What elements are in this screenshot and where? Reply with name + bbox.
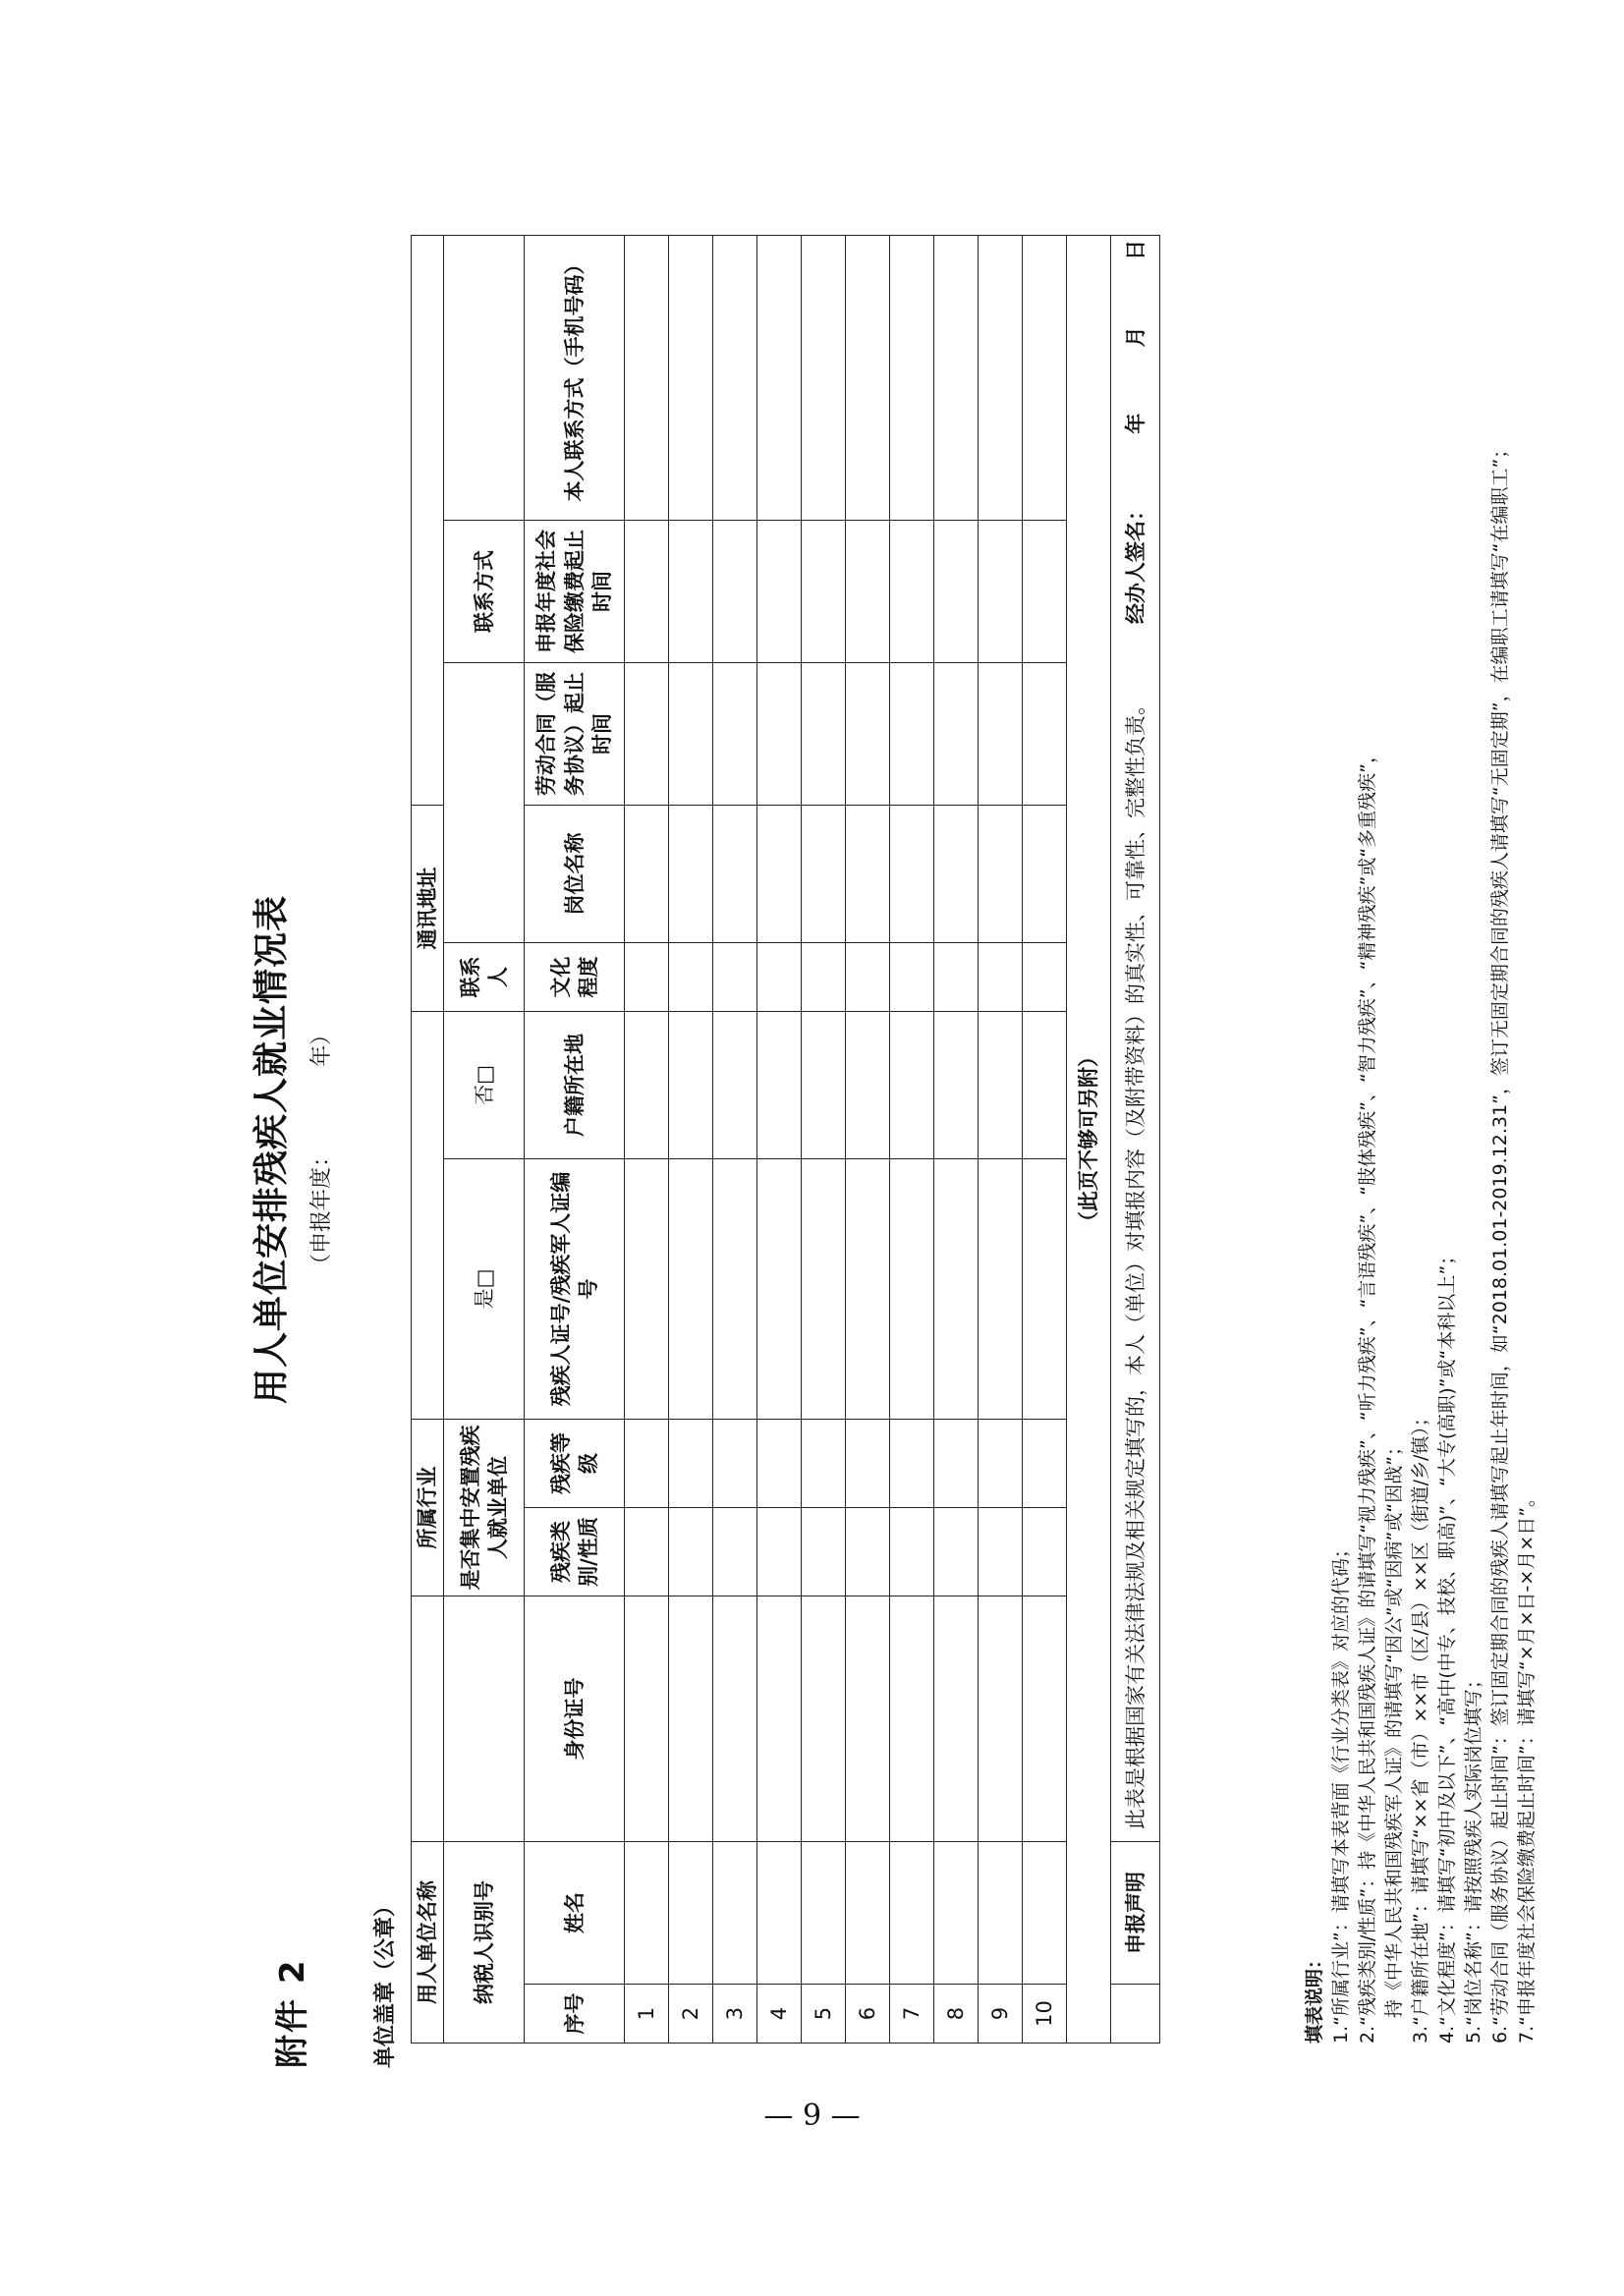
type-cell[interactable] — [625, 1508, 669, 1596]
name-cell[interactable] — [757, 1842, 802, 1985]
position-cell[interactable] — [934, 806, 979, 943]
level-cell[interactable] — [890, 1420, 934, 1508]
tax-row — [444, 236, 525, 2044]
type-cell[interactable] — [890, 1508, 934, 1596]
cert-cell[interactable] — [757, 1159, 802, 1420]
row-number: 1 — [625, 1985, 669, 2044]
contract-cell[interactable] — [1023, 663, 1067, 806]
form-subtitle — [305, 226, 335, 2073]
contact-method-label: 联系方式 — [444, 521, 525, 663]
type-cell[interactable] — [802, 1508, 846, 1596]
col-cert-number: 残疾人证号/残疾军人证编号 — [525, 1159, 625, 1420]
note-item: 2.“残疾类别/性质”：持《中华人民共和国残疾人证》的请填写“视力残疾”、“听力残疾”、“言语残疾”、“肢体残疾”、“智力残疾”、“精神残疾”或“多重残疾”， — [1357, 744, 1378, 2044]
industry-cell[interactable] — [412, 1012, 444, 1420]
household-cell[interactable] — [890, 1012, 934, 1159]
declaration-label: 申报声明 — [1111, 1842, 1160, 1985]
contact-method-cell[interactable] — [444, 236, 525, 521]
type-cell[interactable] — [1023, 1508, 1067, 1596]
name-cell[interactable] — [934, 1842, 979, 1985]
phone-cell[interactable] — [802, 236, 846, 521]
insurance-cell[interactable] — [1023, 521, 1067, 663]
declaration-text: 此表是根据国家有关法律法规及相关规定填写的，本人（单位）对填报内容（及附带资料）的真实性、可靠性、完整性负责。 — [1123, 695, 1148, 1829]
education-cell[interactable] — [757, 943, 802, 1012]
note-item: 6.“劳动合同（服务协议）起止时间”：签订固定期合同的残疾人请填写起止年时间，如“2018.01.01-2019.12.31”，签订无固定期合同的残疾人请填写“无固定期”，在编职工请填写“在编职工”； — [1489, 439, 1511, 2044]
type-cell[interactable] — [713, 1508, 757, 1596]
type-cell[interactable] — [757, 1508, 802, 1596]
signer-label: 经办人签名： — [1123, 499, 1148, 624]
contract-cell[interactable] — [669, 663, 713, 806]
col-household: 户籍所在地 — [525, 1012, 625, 1159]
cert-cell[interactable] — [934, 1159, 979, 1420]
education-cell[interactable] — [625, 943, 669, 1012]
table-row — [890, 236, 934, 2044]
type-cell[interactable] — [934, 1508, 979, 1596]
contract-cell[interactable] — [890, 663, 934, 806]
note-item: 持《中华人民共和国残疾军人证》的请填写“因公”或“因病”或“因战”； — [1383, 1436, 1405, 2018]
row-number: 10 — [1023, 1985, 1067, 2044]
declaration-spacer — [1111, 1985, 1160, 2044]
declaration-cell — [1111, 236, 1160, 1842]
row-number: 5 — [802, 1985, 846, 2044]
level-cell[interactable] — [669, 1420, 713, 1508]
rotated-page-content — [236, 226, 1538, 2073]
row-number: 8 — [934, 1985, 979, 2044]
attachment-label: 附件 2 — [273, 1958, 312, 2068]
cert-cell[interactable] — [1023, 1159, 1067, 1420]
col-education: 文化程度 — [525, 943, 625, 1012]
id-cell[interactable] — [934, 1596, 979, 1842]
education-cell[interactable] — [669, 943, 713, 1012]
level-cell[interactable] — [802, 1420, 846, 1508]
id-cell[interactable] — [757, 1596, 802, 1842]
phone-cell[interactable] — [625, 236, 669, 521]
id-cell[interactable] — [625, 1596, 669, 1842]
row-number: 2 — [669, 1985, 713, 2044]
industry-label: 所属行业 — [412, 1420, 444, 1596]
name-cell[interactable] — [669, 1842, 713, 1985]
contract-cell[interactable] — [625, 663, 669, 806]
notes-heading: 填表说明： — [1304, 1949, 1325, 2044]
household-cell[interactable] — [934, 1012, 979, 1159]
position-cell[interactable] — [846, 806, 890, 943]
education-cell[interactable] — [934, 943, 979, 1012]
name-cell[interactable] — [713, 1842, 757, 1985]
insurance-cell[interactable] — [890, 521, 934, 663]
col-contract-period: 劳动合同（服务协议）起止时间 — [525, 663, 625, 806]
type-cell[interactable] — [846, 1508, 890, 1596]
education-cell[interactable] — [890, 943, 934, 1012]
col-name: 姓名 — [525, 1842, 625, 1985]
phone-cell[interactable] — [890, 236, 934, 521]
row-number: 6 — [846, 1985, 890, 2044]
table-row — [846, 236, 890, 2044]
contract-cell[interactable] — [846, 663, 890, 806]
signature-area[interactable] — [1122, 240, 1149, 624]
cert-cell[interactable] — [802, 1159, 846, 1420]
yes-option: 是□ — [472, 1268, 496, 1310]
id-cell[interactable] — [846, 1596, 890, 1842]
col-phone: 本人联系方式（手机号码） — [525, 236, 625, 521]
type-cell[interactable] — [669, 1508, 713, 1596]
col-disability-type: 残疾类别/性质 — [525, 1508, 625, 1596]
position-cell[interactable] — [713, 806, 757, 943]
id-cell[interactable] — [669, 1596, 713, 1842]
position-cell[interactable] — [802, 806, 846, 943]
table-row — [934, 236, 979, 2044]
col-disability-level: 残疾等级 — [525, 1420, 625, 1508]
note-item: 4.“文化程度”：请填写“初中及以下”、“高中(中专、技校、职高)”、“大专(高职)”或“本科以上”； — [1436, 1246, 1458, 2044]
phone-cell[interactable] — [846, 236, 890, 521]
name-cell[interactable] — [1023, 1842, 1067, 1985]
overflow-row — [1067, 236, 1111, 2044]
cert-cell[interactable] — [979, 1159, 1023, 1420]
subtitle-prefix: （申报年度： — [309, 1146, 334, 1276]
name-cell[interactable] — [890, 1842, 934, 1985]
position-cell[interactable] — [757, 806, 802, 943]
concentrated-yes-checkbox[interactable] — [444, 1159, 525, 1420]
contract-cell[interactable] — [757, 663, 802, 806]
address-cell[interactable] — [412, 236, 444, 806]
insurance-cell[interactable] — [979, 521, 1023, 663]
row-number: 9 — [979, 1985, 1023, 2044]
phone-cell[interactable] — [713, 236, 757, 521]
concentrated-no-checkbox[interactable] — [444, 1012, 525, 1159]
education-cell[interactable] — [846, 943, 890, 1012]
subtitle-suffix: 年） — [309, 1023, 334, 1067]
insurance-cell[interactable] — [669, 521, 713, 663]
col-id-number: 身份证号 — [525, 1596, 625, 1842]
education-cell[interactable] — [979, 943, 1023, 1012]
table-row — [669, 236, 713, 2044]
row-number: 3 — [713, 1985, 757, 2044]
sign-day: 日 — [1123, 240, 1148, 260]
cert-cell[interactable] — [669, 1159, 713, 1420]
household-cell[interactable] — [713, 1012, 757, 1159]
table-row — [757, 236, 802, 2044]
contract-cell[interactable] — [802, 663, 846, 806]
level-cell[interactable] — [713, 1420, 757, 1508]
household-cell[interactable] — [669, 1012, 713, 1159]
declaration-row — [1111, 236, 1160, 2044]
sign-month: 月 — [1123, 326, 1148, 348]
household-cell[interactable] — [757, 1012, 802, 1159]
address-label: 通讯地址 — [412, 806, 444, 1012]
name-cell[interactable] — [802, 1842, 846, 1985]
col-insurance-period: 申报年度社会保险缴费起止时间 — [525, 521, 625, 663]
position-cell[interactable] — [1023, 806, 1067, 943]
id-cell[interactable] — [1023, 1596, 1067, 1842]
position-cell[interactable] — [979, 806, 1023, 943]
overflow-note: （此页不够可另附） — [1067, 236, 1111, 2044]
concentrated-label: 是否集中安置残疾人就业单位 — [444, 1420, 525, 1596]
tax-id-label: 纳税人识别号 — [444, 1842, 525, 2044]
note-item: 3.“户籍所在地”：请填写“××省（市）××市（区/县）××区（街道/乡/镇）； — [1410, 1408, 1431, 2044]
contract-cell[interactable] — [713, 663, 757, 806]
cert-cell[interactable] — [846, 1159, 890, 1420]
level-cell[interactable] — [846, 1420, 890, 1508]
household-cell[interactable] — [846, 1012, 890, 1159]
position-cell[interactable] — [890, 806, 934, 943]
household-cell[interactable] — [979, 1012, 1023, 1159]
table-row — [625, 236, 669, 2044]
household-cell[interactable] — [625, 1012, 669, 1159]
id-cell[interactable] — [713, 1596, 757, 1842]
insurance-cell[interactable] — [757, 521, 802, 663]
phone-cell[interactable] — [757, 236, 802, 521]
phone-cell[interactable] — [979, 236, 1023, 521]
phone-cell[interactable] — [934, 236, 979, 521]
no-option: 否□ — [472, 1065, 496, 1105]
phone-cell[interactable] — [669, 236, 713, 521]
tax-id-cell[interactable] — [444, 1596, 525, 1842]
note-item: 1.“所属行业”：请填写本表背面《行业分类表》对应的代码； — [1330, 1540, 1352, 2044]
education-cell[interactable] — [1023, 943, 1067, 1012]
position-cell[interactable] — [669, 806, 713, 943]
name-cell[interactable] — [625, 1842, 669, 1985]
id-cell[interactable] — [890, 1596, 934, 1842]
type-cell[interactable] — [979, 1508, 1023, 1596]
col-position: 岗位名称 — [525, 806, 625, 943]
insurance-cell[interactable] — [846, 521, 890, 663]
stamp-label: 单位盖章（公章） — [373, 1894, 398, 2068]
form-title: 用人单位安排残疾人就业情况表 — [252, 895, 292, 1405]
education-cell[interactable] — [713, 943, 757, 1012]
contract-cell[interactable] — [979, 663, 1023, 806]
contact-person-cell[interactable] — [444, 663, 525, 943]
household-cell[interactable] — [802, 1012, 846, 1159]
row-number: 7 — [890, 1985, 934, 2044]
name-cell[interactable] — [846, 1842, 890, 1985]
id-cell[interactable] — [979, 1596, 1023, 1842]
cert-cell[interactable] — [625, 1159, 669, 1420]
table-row — [979, 236, 1023, 2044]
insurance-cell[interactable] — [934, 521, 979, 663]
contract-cell[interactable] — [934, 663, 979, 806]
page-number: — 9 — — [763, 2099, 861, 2133]
unit-name-cell[interactable] — [412, 1596, 444, 1842]
filling-notes — [1302, 236, 1540, 2044]
id-cell[interactable] — [802, 1596, 846, 1842]
cert-cell[interactable] — [890, 1159, 934, 1420]
household-cell[interactable] — [1023, 1012, 1067, 1159]
note-item: 7.“申报年度社会保险缴费起止时间”：请填写“×月×日-×月×日”。 — [1516, 1487, 1538, 2044]
cert-cell[interactable] — [713, 1159, 757, 1420]
education-cell[interactable] — [802, 943, 846, 1012]
level-cell[interactable] — [979, 1420, 1023, 1508]
table-row — [1023, 236, 1067, 2044]
name-cell[interactable] — [979, 1842, 1023, 1985]
phone-cell[interactable] — [1023, 236, 1067, 521]
level-cell[interactable] — [625, 1420, 669, 1508]
column-header-row — [525, 236, 625, 2044]
level-cell[interactable] — [757, 1420, 802, 1508]
unit-name-label: 用人单位名称 — [412, 1842, 444, 2044]
table-row — [802, 236, 846, 2044]
insurance-cell[interactable] — [625, 521, 669, 663]
note-item: 5.“岗位名称”：请按照残疾人实际岗位填写； — [1463, 1670, 1484, 2044]
contact-person-label: 联系人 — [444, 943, 525, 1012]
unit-row — [412, 236, 444, 2044]
sign-year: 年 — [1123, 413, 1148, 434]
insurance-cell[interactable] — [713, 521, 757, 663]
employment-table — [411, 235, 1160, 2044]
table-row — [713, 236, 757, 2044]
position-cell[interactable] — [625, 806, 669, 943]
level-cell[interactable] — [1023, 1420, 1067, 1508]
level-cell[interactable] — [934, 1420, 979, 1508]
col-seq: 序号 — [525, 1985, 625, 2044]
insurance-cell[interactable] — [802, 521, 846, 663]
row-number: 4 — [757, 1985, 802, 2044]
